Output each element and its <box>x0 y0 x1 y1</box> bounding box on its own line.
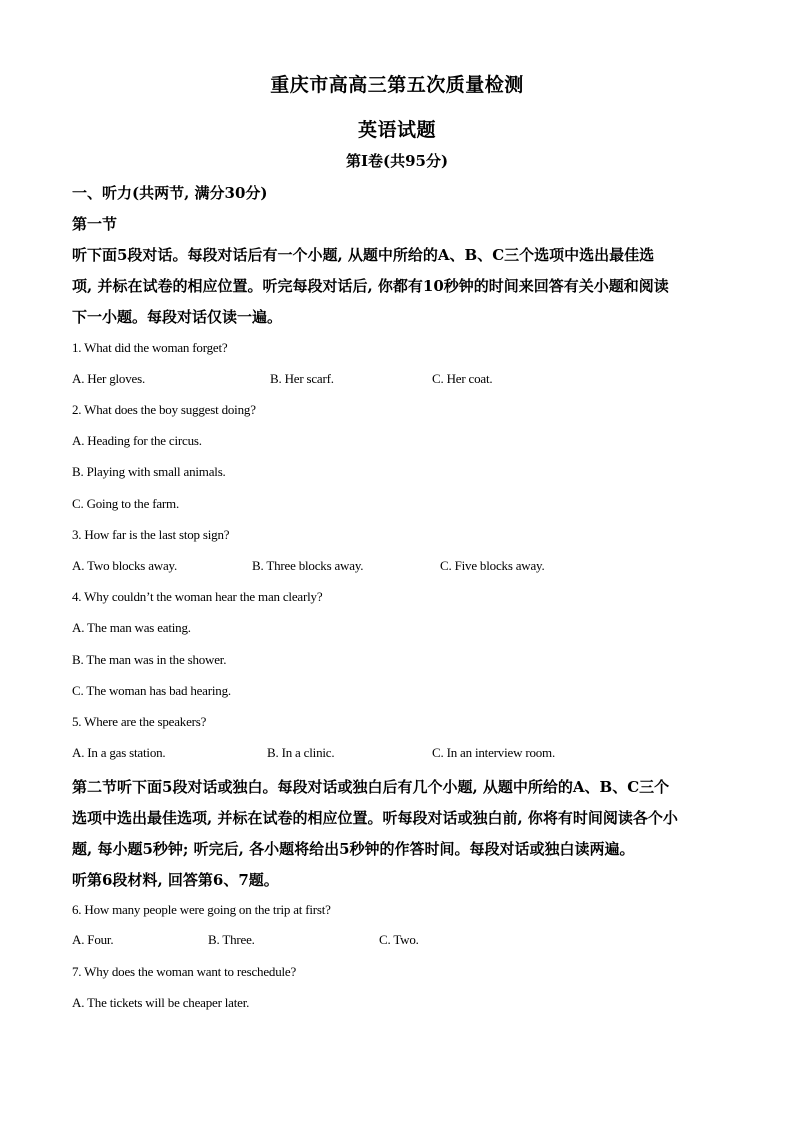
question-5-option-a: A. In a gas station. <box>72 745 166 760</box>
question-7-stem: 7. Why does the woman want to reschedule? <box>72 964 297 979</box>
question-1-stem: 1. What did the woman forget? <box>72 340 228 355</box>
question-1-option-c: C. Her coat. <box>432 371 493 386</box>
question-2-stem: 2. What does the boy suggest doing? <box>72 402 256 417</box>
question-5-option-c: C. In an interview room. <box>432 745 556 760</box>
question-6-option-c: C. Two. <box>379 932 419 947</box>
question-6-stem: 6. How many people were going on the trip at first? <box>72 902 331 917</box>
question-3-option-c: C. Five blocks away. <box>440 558 545 573</box>
section1-sub1-title: 第一节 <box>72 215 118 233</box>
section2-instruction-line: 题, 每小题5秒钟; 听完后, 各小题将给出5秒钟的作答时间。每段对话或独白读两遍。 <box>72 840 635 858</box>
question-2-option-a: A. Heading for the circus. <box>72 433 202 448</box>
instruction-line: 听下面5段对话。每段对话后有一个小题, 从题中所给的A、B、C三个选项中选出最佳选 <box>72 246 655 264</box>
question-4-option-a: A. The man was eating. <box>72 620 191 635</box>
question-1-option-b: B. Her scarf. <box>270 371 334 386</box>
question-4-stem: 4. Why couldn’t the woman hear the man clearly? <box>72 589 323 604</box>
exam-title: 重庆市高高三第五次质量检测 <box>270 74 524 96</box>
question-5-stem: 5. Where are the speakers? <box>72 714 207 729</box>
question-4-option-b: B. The man was in the shower. <box>72 652 227 667</box>
section2-instruction-line: 选项中选出最佳选项, 并标在试卷的相应位置。听每段对话或独白前, 你将有时间阅读各个小 <box>72 809 678 827</box>
subject-title: 英语试题 <box>357 119 436 141</box>
question-3-option-a: A. Two blocks away. <box>72 558 178 573</box>
section1-heading: 一、听力(共两节, 满分30分) <box>72 184 268 202</box>
section2-instruction-line: 第二节听下面5段对话或独白。每段对话或独白后有几个小题, 从题中所给的A、B、C三个 <box>72 778 670 796</box>
question-6-option-b: B. Three. <box>208 932 255 947</box>
question-6-option-a: A. Four. <box>72 932 114 947</box>
question-5-option-b: B. In a clinic. <box>267 745 335 760</box>
part-title: 第I卷(共95分) <box>345 152 449 170</box>
material-6-heading: 听第6段材料, 回答第6、7题。 <box>72 871 279 889</box>
question-3-option-b: B. Three blocks away. <box>252 558 364 573</box>
instruction-line: 下一小题。每段对话仅读一遍。 <box>72 308 283 326</box>
question-2-option-b: B. Playing with small animals. <box>72 464 226 479</box>
instruction-line: 项, 并标在试卷的相应位置。听完每段对话后, 你都有10秒钟的时间来回答有关小题和阅读 <box>72 277 669 295</box>
question-3-stem: 3. How far is the last stop sign? <box>72 527 230 542</box>
question-1-option-a: A. Her gloves. <box>72 371 146 386</box>
question-7-option-a: A. The tickets will be cheaper later. <box>72 995 250 1010</box>
question-4-option-c: C. The woman has bad hearing. <box>72 683 231 698</box>
question-2-option-c: C. Going to the farm. <box>72 496 180 511</box>
